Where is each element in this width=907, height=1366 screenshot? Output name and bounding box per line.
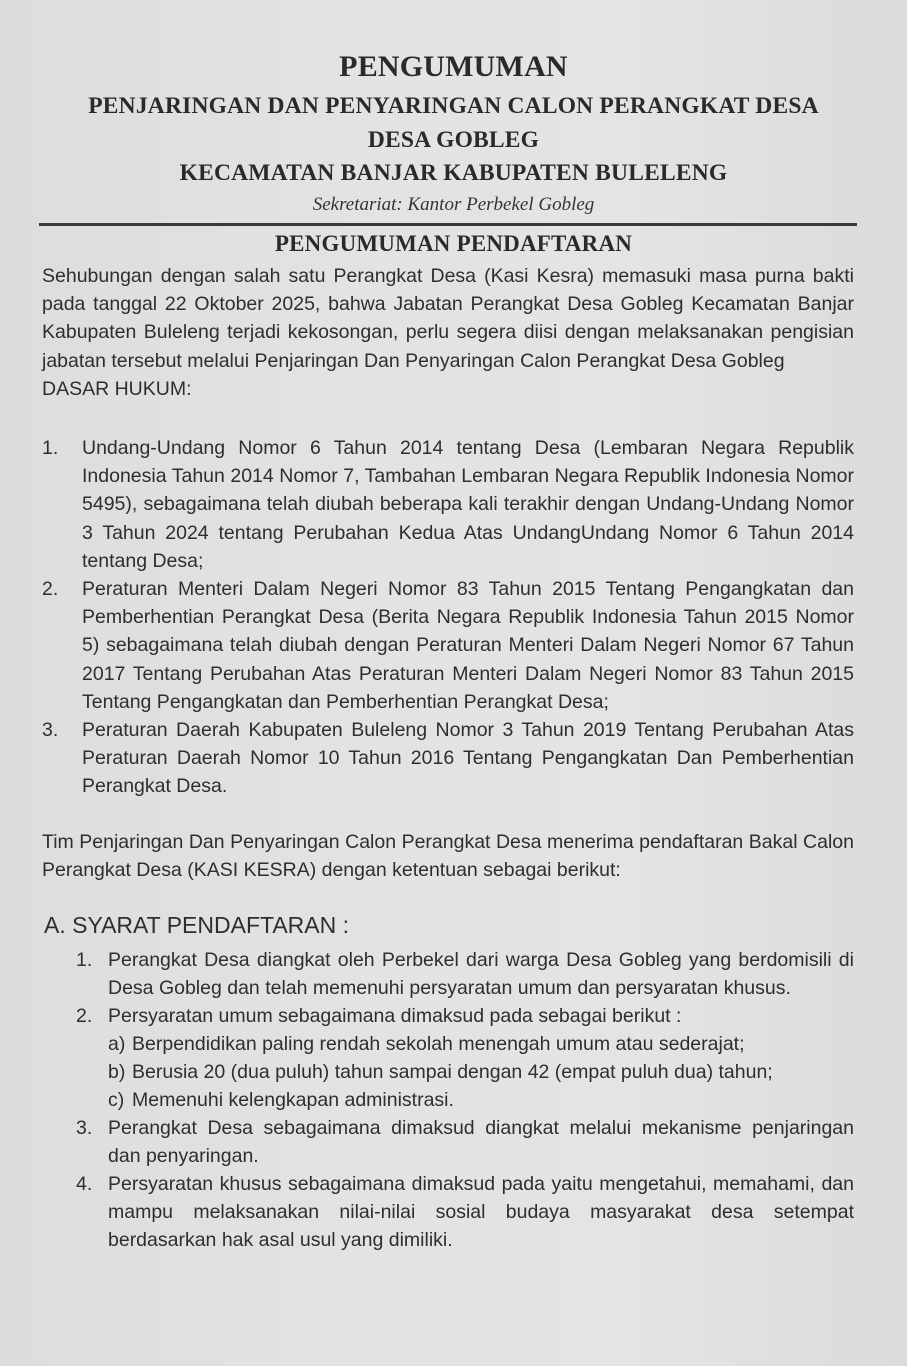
legal-basis-list — [42, 434, 854, 801]
requirement-item — [76, 946, 854, 1002]
legal-basis-heading: DASAR HUKUM: — [42, 377, 192, 400]
legal-basis-item — [42, 434, 854, 575]
secretariat-line: Sekretariat: Kantor Perbekel Gobleg — [312, 194, 595, 215]
requirement-item — [76, 1002, 854, 1030]
requirement-item — [76, 1114, 854, 1170]
item-text: Peraturan Menteri Dalam Negeri Nomor 83 Tahun 2015 Tentang Pengangkatan dan Pemberhentian Perangkat Desa (Berita Negara Republik Indonesia Tahun 2015 Nomor 5) sebagaimana telah diubah dengan Peraturan Menteri Dalam Negeri Nomor 67 Tahun 2017 Tentang Perubahan Atas Peraturan Menteri Dalam Negeri Nomor 83 Tahun 2015 Tentang Pengangkatan dan Pemberhentian Perangkat Desa; — [82, 578, 854, 713]
item-text: Persyaratan khusus sebagaimana dimaksud pada yaitu mengetahui, memahami, dan mampu melaksanakan nilai-nilai sosial budaya masyarakat desa setempat berdasarkan hak asal usul yang dimiliki. — [108, 1173, 854, 1251]
announcement-text: Tim Penjaringan Dan Penyaringan Calon Perangkat Desa menerima pendaftaran Bakal Calon Perangkat Desa (KASI KESRA) dengan ketentuan sebagai berikut: — [42, 831, 854, 882]
intro-text: Sehubungan dengan salah satu Perangkat Desa (Kasi Kesra) memasuki masa purna bakti pada tanggal 22 Oktober 2025, bahwa Jabatan Perangkat Desa Gobleg Kecamatan Banjar Kabupaten Buleleng terjadi kekosongan, perlu segera diisi dengan melaksanakan pengisian jabatan tersebut melalui Penjaringan Dan Penyaringan Calon Perangkat Desa Gobleg — [42, 265, 854, 372]
legal-basis-item — [42, 575, 854, 716]
item-text: Perangkat Desa sebagaimana dimaksud diangkat melalui mekanisme penjaringan dan penyaringan. — [108, 1117, 854, 1167]
general-requirement — [108, 1086, 854, 1114]
item-number: 2. — [42, 578, 59, 601]
item-number: 1. — [42, 437, 59, 459]
sub-item-text: Berusia 20 (dua puluh) tahun sampai dengan 42 (empat puluh dua) tahun; — [132, 1061, 773, 1083]
document-title: PENGUMUMAN — [339, 50, 568, 83]
sub-item-letter: c) — [108, 1089, 125, 1111]
item-number: 3. — [76, 1117, 93, 1139]
header-divider — [39, 223, 857, 226]
item-number: 3. — [42, 719, 59, 742]
sub-item-letter: a) — [108, 1033, 126, 1055]
section-a-heading: A. SYARAT PENDAFTARAN : — [44, 912, 350, 938]
item-text: Persyaratan umum sebagaimana dimaksud pada sebagai berikut : — [108, 1005, 682, 1027]
item-number: 1. — [76, 949, 93, 971]
intro-paragraph — [42, 262, 854, 403]
section-title: PENGUMUMAN PENDAFTARAN — [274, 231, 633, 256]
item-text: Undang-Undang Nomor 6 Tahun 2014 tentang Desa (Lembaran Negara Republik Indonesia Tahun 2014 Nomor 7, Tambahan Lembaran Negara Republik Indonesia Nomor 5495), sebagaimana telah diubah beberapa kali terakhir dengan Undang-Undang Nomor 3 Tahun 2024 tentang Perubahan Kedua Atas UndangUndang Nomor 6 Tahun 2014 tentang Desa; — [82, 437, 854, 572]
item-text: Perangkat Desa diangkat oleh Perbekel dari warga Desa Gobleg yang berdomisili di Desa Gobleg dan telah memenuhi persyaratan umum dan persyaratan khusus. — [108, 949, 854, 999]
announcement-paragraph — [42, 828, 854, 884]
sub-item-letter: b) — [108, 1061, 126, 1083]
header-line-3: KECAMATAN BANJAR KABUPATEN BULELENG — [179, 160, 728, 186]
general-requirement — [108, 1058, 854, 1086]
sub-item-text: Memenuhi kelengkapan administrasi. — [132, 1089, 454, 1111]
item-text: Peraturan Daerah Kabupaten Buleleng Nomor 3 Tahun 2019 Tentang Perubahan Atas Peraturan Daerah Nomor 10 Tahun 2016 Tentang Pengangkatan Dan Pemberhentian Perangkat Desa. — [82, 719, 854, 798]
requirements-list — [76, 946, 854, 1254]
general-requirement — [108, 1030, 854, 1058]
sub-item-text: Berpendidikan paling rendah sekolah menengah umum atau sederajat; — [132, 1033, 745, 1055]
item-number: 4. — [76, 1173, 93, 1195]
item-number: 2. — [76, 1005, 93, 1027]
header-line-2: DESA GOBLEG — [367, 127, 540, 153]
requirement-item — [76, 1170, 854, 1254]
header-line-1: PENJARINGAN DAN PENYARINGAN CALON PERANGKAT DESA — [88, 93, 819, 119]
legal-basis-item — [42, 716, 854, 801]
